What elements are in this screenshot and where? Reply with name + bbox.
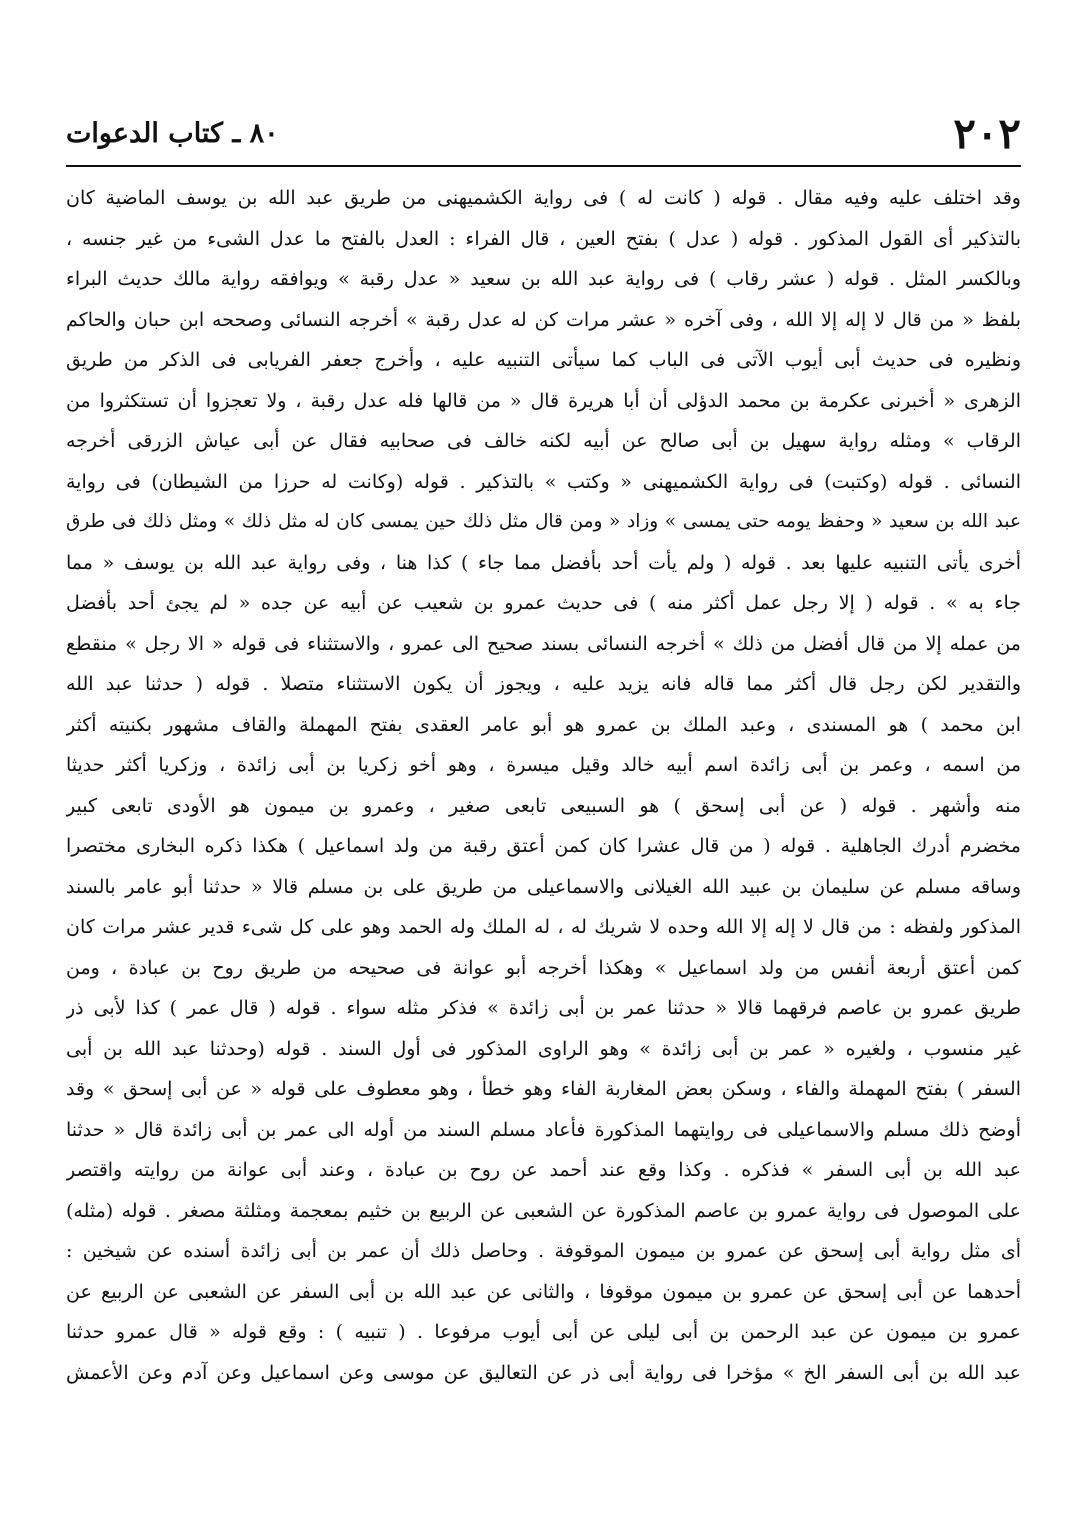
text-line: من عمله إلا من قال أفضل من ذلك » أخرجه النسائى بسند صحيح الى عمرو ، والاستثناء فى قوله « الا رجل » منقطع [66,632,1021,655]
text-line: وساقه مسلم عن سليمان بن عبيد الله الغيلانى والاسماعيلى من طريق على بن مسلم قالا « حدثنا أبو عامر بالسند [66,875,1021,898]
text-line: طريق عمرو بن عاصم فرقهما قالا « حدثنا عمر بن أبى زائدة » فذكر مثله سواء . قوله ( قال عمر ) كذا لأبى ذر [66,997,1021,1019]
text-line: عبد الله بن سعيد « وحفظ يومه حتى يمسى » وزاد « ومن قال مثل ذلك حين يمسى كان له مثل ذلك » ومثل ذلك فى طرق [66,511,1021,532]
text-line: جاء به » . قوله ( إلا رجل عمل أكثر منه ) فى حديث عمرو بن شعيب عن أبيه عن جده « لم يجئ أحد بأفضل [66,592,1021,614]
text-line: وقد اختلف عليه وفيه مقال . قوله ( كانت له ) فى رواية الكشميهنى من طريق عبد الله بن يوسف الماضية كان [66,187,1021,209]
text-line: كمن أعتق أربعة أنفس من ولد اسماعيل » وهكذا أخرجه أبو عوانة فى صحيحه من طريق روح بن عبادة ، ومن [66,956,1021,979]
text-line: أى مثل رواية أبى إسحق عن عمرو بن ميمون الموقوفة . وحاصل ذلك أن عمر بن أبى زائدة أسنده عن شيخين : [66,1240,1021,1262]
text-line: ابن محمد ) هو المسندى ، وعبد الملك بن عمرو هو أبو عامر العقدى بفتح المهملة والقاف مشهور بكنيته أكثر [66,713,1021,736]
page-number: ٢٠٢ [953,109,1021,158]
text-line: على الموصول فى رواية عمرو بن عاصم المذكورة عن الشعبى عن الربيع بن خثيم بمعجمة ومثلثة مصغر . قوله (مثله) [66,1199,1021,1222]
text-line: ونظيره فى حديث أبى أيوب الآتى فى الباب كما سيأتى التنبيه عليه ، وأخرج جعفر الفريابى فى الذكر من طريق [66,349,1021,371]
text-line: مخضرم أدرك الجاهلية . قوله ( من قال عشرا كان كمن أعتق رقبة من ولد اسماعيل ) هكذا ذكره البخارى مختصرا [66,835,1021,857]
text-line: المذكور ولفظه : من قال لا إله إلا الله وحده لا شريك له ، له الملك وله الحمد وهو على كل شىء قدير عشر مرات كان [66,916,1021,938]
header-rule [66,165,1021,167]
running-title: ٨٠ ـ كتاب الدعوات [66,118,279,149]
text-line: أوضح ذلك مسلم والاسماعيلى فى روايتهما المذكورة فأعاد مسلم السند من أوله الى عمر بن أبى زائدة قال « حدثنا [66,1118,1021,1141]
text-line: من اسمه ، وعمر بن أبى زائدة اسم أبيه خالد وقيل ميسرة ، وهو أخو زكريا بن أبى زائدة ، وزكريا أكثر حديثا [66,754,1021,776]
text-line: السفر ) بفتح المهملة والفاء ، وسكن بعض المغاربة الفاء وهو خطأ ، وهو معطوف على قوله « عن أبى إسحق » وقد [66,1078,1021,1100]
text-line: عمرو بن ميمون عن عبد الرحمن بن أبى ليلى عن أبى أيوب مرفوعا . ( تنبيه ) : وقع قوله « قال عمرو حدثنا [66,1321,1021,1343]
text-line: وبالكسر المثل . قوله ( عشر رقاب ) فى رواية عبد الله بن سعيد « عدل رقبة » ويوافقه رواية مالك حديث البراء [66,268,1021,290]
text-line: أخرى يأتى التنبيه عليها بعد . قوله ( ولم يأت أحد بأفضل مما جاء ) كذا هنا ، وفى رواية عبد الله بن يوسف « مما [66,551,1021,574]
text-line: الزهرى « أخبرنى عكرمة بن محمد الدؤلى أن أبا هريرة قال « من قالها فله عدل رقبة ، ولا تعجزوا أن تستكثروا من [66,389,1021,412]
page-header [66,108,1021,160]
text-line: بالتذكير أى القول المذكور . قوله ( عدل ) بفتح العين ، قال الفراء : العدل بالفتح ما عدل الشىء من غير جنسه ، [66,227,1021,250]
text-line: منه وأشهر . قوله ( عن أبى إسحق ) هو السبيعى تابعى صغير ، وعمرو بن ميمون هو الأودى تابعى كبير [66,794,1021,817]
text-line: عبد الله بن أبى السفر » فذكره . وكذا وقع عند أحمد عن روح بن عبادة ، وعند أبى عوانة من روايته واقتصر [66,1159,1021,1181]
body-text [66,178,1021,1393]
text-line: النسائى . قوله (وكتبت) فى رواية الكشميهنى « وكتب » بالتذكير . قوله (وكانت له حرزا من الشيطان) فى رواية [66,470,1021,493]
text-line: غير منسوب ، ولغيره « عمر بن أبى زائدة » وهو الراوى المذكور فى أول السند . قوله (وحدثنا عبد الله بن أبى [66,1037,1021,1060]
text-line: بلفظ « من قال لا إله إلا الله ، وفى آخره « عشر مرات كن له عدل رقبة » أخرجه النسائى وصححه ابن حبان والحاكم [66,308,1021,331]
text-line: والتقدير لكن رجل قال أكثر مما قاله فانه يزيد عليه ، ويجوز أن يكون الاستثناء متصلا . قوله ( حدثنا عبد الله [66,673,1021,695]
text-line: عبد الله بن أبى السفر الخ » مؤخرا فى رواية أبى ذر عن التعاليق عن موسى وعن اسماعيل وعن آدم وعن الأعمش [66,1361,1021,1384]
text-line: الرقاب » ومثله رواية سهيل بن أبى صالح عن أبيه لكنه خالف فى صحابيه فقال عن أبى عياش الزرقى أخرجه [66,430,1021,452]
text-line: أحدهما عن أبى إسحق عن عمرو بن ميمون موقوفا ، والثانى عن عبد الله بن أبى السفر عن الشعبى عن الربيع عن [66,1280,1021,1303]
